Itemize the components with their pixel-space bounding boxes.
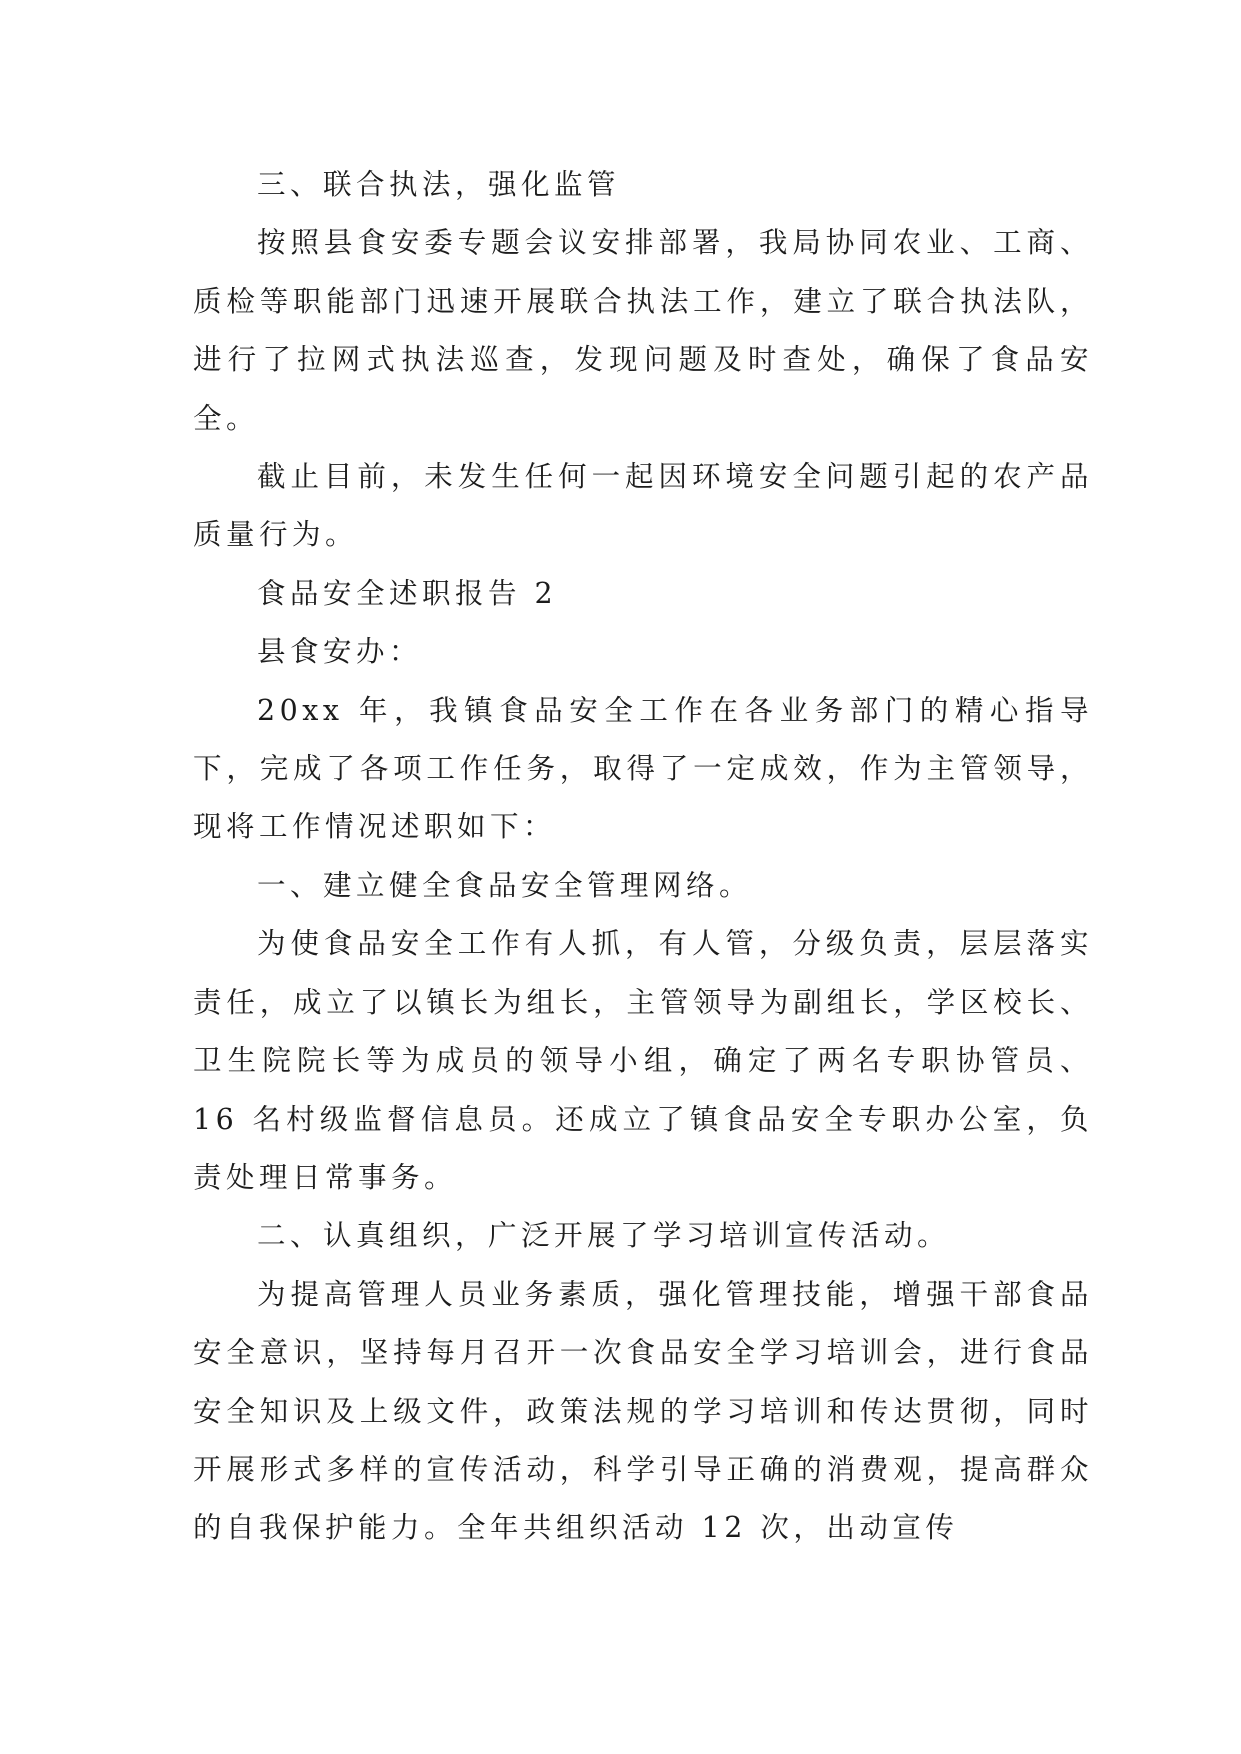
paragraph-joint-enforcement: 按照县食安委专题会议安排部署，我局协同农业、工商、质检等职能部门迅速开展联合执法工作，建立了联合执法队，进行了拉网式执法巡查，发现问题及时查处，确保了食品安全。: [193, 226, 1093, 435]
report-addressee: 县食安办：: [257, 635, 423, 669]
section-heading-training-campaign: 二、认真组织，广泛开展了学习培训宣传活动。: [257, 1219, 951, 1253]
document-page: [193, 156, 1093, 1558]
paragraph-management-network: 为使食品安全工作有人抓，有人管，分级负责，层层落实责任，成立了以镇长为组长，主管领导为副组长，学区校长、卫生院院长等为成员的领导小组，确定了两名专职协管员、16 名村级监督信息员。还成立了镇食品安全专职办公室，负责处理日常事务。: [193, 927, 1093, 1194]
report-title: 食品安全述职报告 2: [257, 576, 558, 610]
section-heading-management-network: 一、建立健全食品安全管理网络。: [257, 868, 753, 902]
paragraph-introduction: 20xx 年，我镇食品安全工作在各业务部门的精心指导下，完成了各项工作任务，取得了一定成效，作为主管领导，现将工作情况述职如下：: [193, 693, 1093, 844]
paragraph-training-campaign: 为提高管理人员业务素质，强化管理技能，增强干部食品安全意识，坚持每月召开一次食品安全学习培训会，进行食品安全知识及上级文件，政策法规的学习培训和传达贯彻，同时开展形式多样的宣传活动，科学引导正确的消费观，提高群众的自我保护能力。全年共组织活动 12 次，出动宣传: [193, 1277, 1093, 1545]
paragraph-status-to-date: 截止目前，未发生任何一起因环境安全问题引起的农产品质量行为。: [193, 460, 1093, 552]
section-heading-joint-enforcement: 三、联合执法，强化监管: [257, 168, 621, 201]
